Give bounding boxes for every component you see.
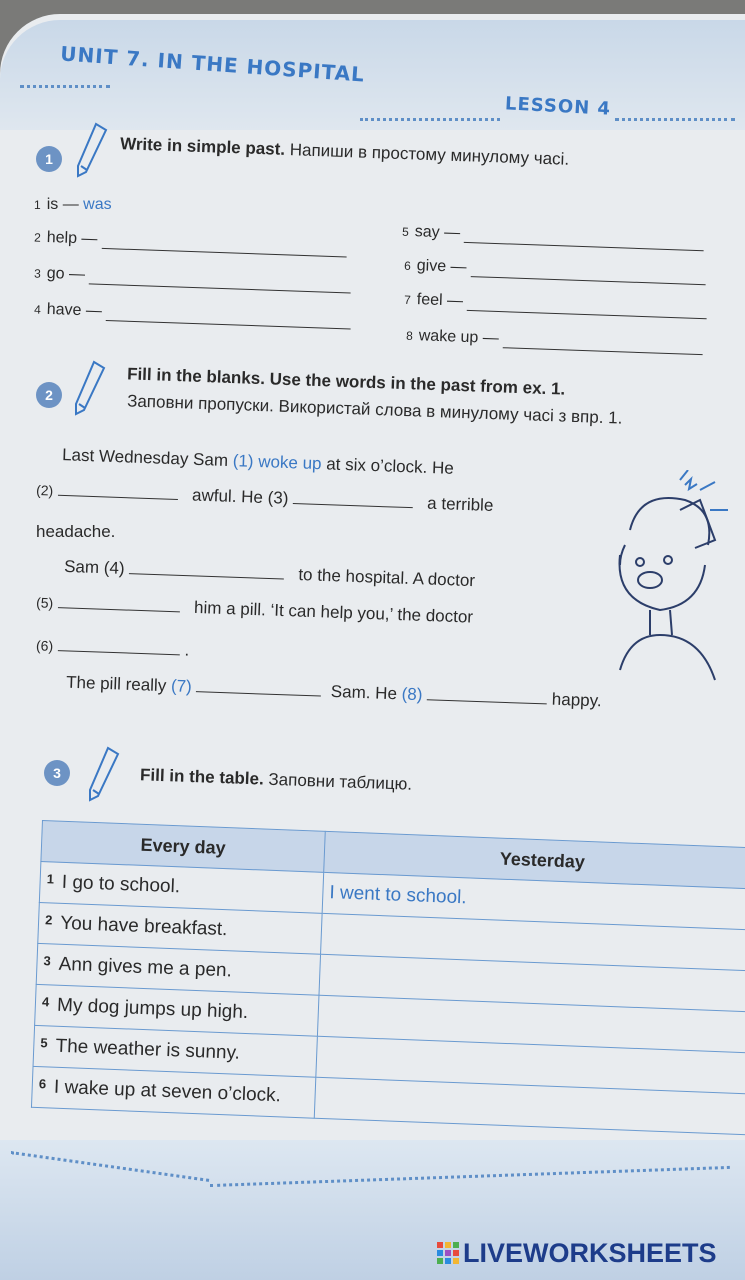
verb-item-3: 3 go —: [34, 264, 352, 293]
verb-item-8: 8 wake up —: [406, 327, 704, 355]
header-yesterday: Yesterday: [324, 831, 745, 889]
past-tense-table: [31, 820, 745, 1135]
gap-8[interactable]: [427, 685, 547, 704]
table-row: $^6$ I wake up at seven o’clock.: [31, 1066, 745, 1135]
text-line-2: (2) awful. He (3) a terrible: [35, 482, 494, 515]
text-line-6: (6) .: [35, 637, 190, 660]
unit-title: UNIT 7. IN THE HOSPITAL: [59, 41, 366, 87]
exercise-1-badge: 1: [36, 146, 62, 172]
table-row: $^2$ You have breakfast.: [38, 902, 745, 971]
verb-item-4: 4 have —: [34, 300, 352, 329]
verb-item-5: 5 say —: [402, 223, 705, 252]
pencil-icon: [86, 744, 122, 804]
liveworksheets-logo: LIVEWORKSHEETS: [437, 1238, 717, 1269]
header-band: [0, 20, 745, 130]
header-every-day: Every day: [41, 821, 325, 873]
table-row: $^5$ The weather is sunny.: [33, 1025, 745, 1094]
table-row: $^4$ My dog jumps up high.: [35, 984, 745, 1053]
liveworksheets-logo-icon: [437, 1242, 459, 1264]
instruction-ua: Напиши в простому минулому часі.: [289, 140, 570, 169]
sick-boy-illustration: [590, 470, 740, 695]
gap-2[interactable]: [58, 481, 178, 500]
exercise-2-instruction-ua: Заповни пропуски. Використай слова в минулому часі з впр. 1.: [126, 391, 623, 428]
instruction-ua: Заповни таблицю.: [268, 769, 413, 794]
instruction-bold: Fill in the table.: [139, 765, 265, 789]
answer-1[interactable]: was: [83, 196, 112, 213]
exercise-2-badge: 2: [36, 382, 62, 408]
header-dots: [360, 118, 500, 121]
gap-7[interactable]: [196, 677, 321, 696]
header-dots: [20, 85, 110, 88]
verb-item-1: 1 is — was: [34, 196, 112, 213]
text-line-1: Last Wednesday Sam (1) woke up at six o’clock. He: [61, 445, 455, 478]
text-line-7: The pill really (7) Sam. He (8) happy.: [65, 672, 602, 711]
pencil-icon: [74, 120, 110, 180]
text-line-4: Sam (4) to the hospital. A doctor: [63, 556, 476, 591]
instruction-bold: Write in simple past.: [119, 134, 286, 159]
text-line-5: (5) him a pill. ‘It can help you,’ the doctor: [35, 594, 474, 627]
lesson-title: LESSON 4: [504, 93, 612, 120]
table-row: $^1$ I go to school. I went to school.: [39, 861, 745, 930]
table-row: $^3$ Ann gives me a pen.: [36, 943, 745, 1012]
exercise-3-badge: 3: [44, 760, 70, 786]
yesterday-cell[interactable]: I went to school.: [322, 872, 745, 930]
gap-5[interactable]: [58, 593, 180, 612]
verb-item-2: 2 help —: [34, 229, 347, 258]
instruction-bold: Fill in the blanks. Use the words in the past from ex. 1.: [126, 364, 566, 399]
header-dots: [615, 118, 735, 121]
pencil-icon: [72, 358, 108, 418]
gap-6[interactable]: [58, 636, 180, 655]
gap-1-answer[interactable]: woke up: [257, 452, 322, 474]
verb-item-6: 6 give —: [404, 257, 706, 286]
text-line-3: headache.: [36, 522, 116, 541]
verb-item-7: 7 feel —: [404, 291, 708, 320]
gap-3[interactable]: [293, 489, 413, 508]
